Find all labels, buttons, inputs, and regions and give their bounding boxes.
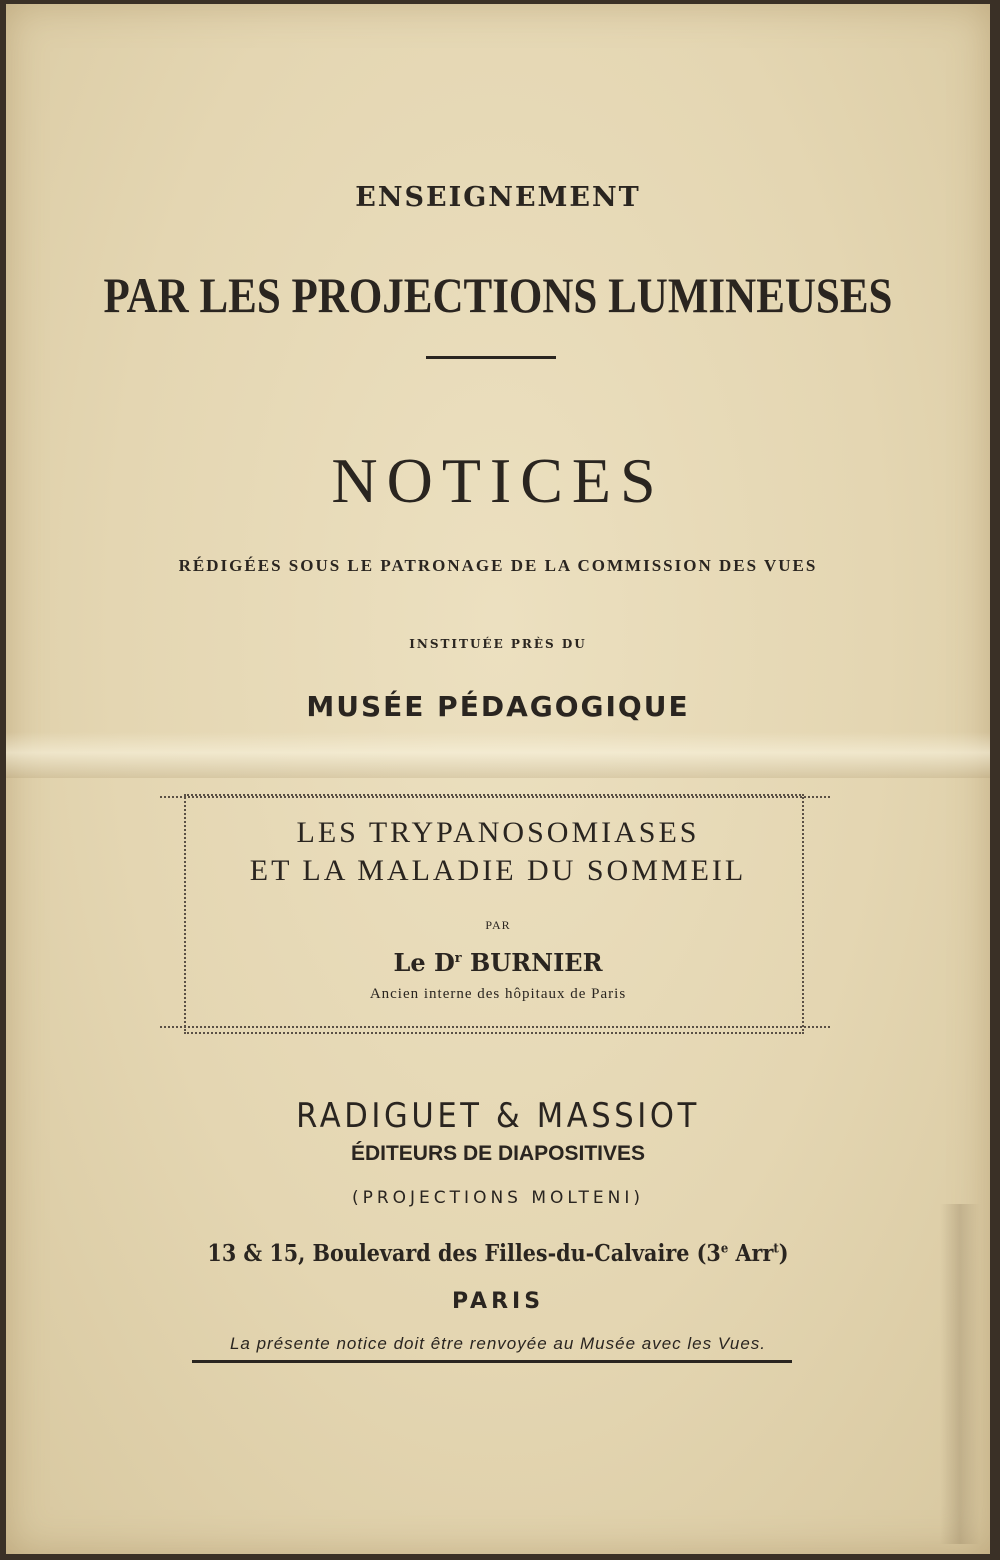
book-title-line2: ET LA MALADIE DU SOMMEIL <box>249 854 747 887</box>
notices-instituee: INSTITUÉE PRÈS DU <box>409 637 587 651</box>
author-sup: r <box>454 951 462 966</box>
document-page <box>6 4 990 1554</box>
author-name <box>6 948 990 977</box>
header-projections: PAR LES PROJECTIONS LUMINEUSES <box>103 267 893 323</box>
by-label: PAR <box>485 918 511 932</box>
header-enseignement: ENSEIGNEMENT <box>355 182 641 213</box>
address-mid: Arr <box>728 1240 774 1267</box>
address-main: 13 & 15, Boulevard des Filles-du-Calvaire (3 <box>207 1240 721 1267</box>
publisher-address <box>55 1240 941 1267</box>
notices-title: NOTICES <box>331 445 665 516</box>
address-end: ) <box>778 1240 789 1267</box>
paper-fold <box>6 732 990 778</box>
publisher-name: RADIGUET & MASSIOT <box>296 1096 700 1136</box>
author-surname: BURNIER <box>461 948 603 977</box>
publisher-role: ÉDITEURS DE DIAPOSITIVES <box>350 1142 646 1165</box>
paper-tear <box>940 1204 980 1544</box>
publisher-city: PARIS <box>451 1289 545 1314</box>
divider-short <box>426 356 556 359</box>
divider-bottom <box>192 1360 792 1363</box>
author-title: Ancien interne des hôpitaux de Paris <box>369 986 627 1002</box>
book-title-line1: LES TRYPANOSOMIASES <box>296 816 700 849</box>
return-notice: La présente notice doit être renvoyée au Musée avec les Vues. <box>229 1334 767 1353</box>
publisher-molteni: (PROJECTIONS MOLTENI) <box>351 1188 645 1208</box>
address-sup1: e <box>720 1241 729 1257</box>
address-sup2: t <box>773 1241 779 1257</box>
author-prefix: Le D <box>393 948 455 977</box>
notices-redigees: RÉDIGÉES SOUS LE PATRONAGE DE LA COMMISSION DES VUES <box>178 556 818 575</box>
notices-musee: MUSÉE PÉDAGOGIQUE <box>306 690 690 723</box>
